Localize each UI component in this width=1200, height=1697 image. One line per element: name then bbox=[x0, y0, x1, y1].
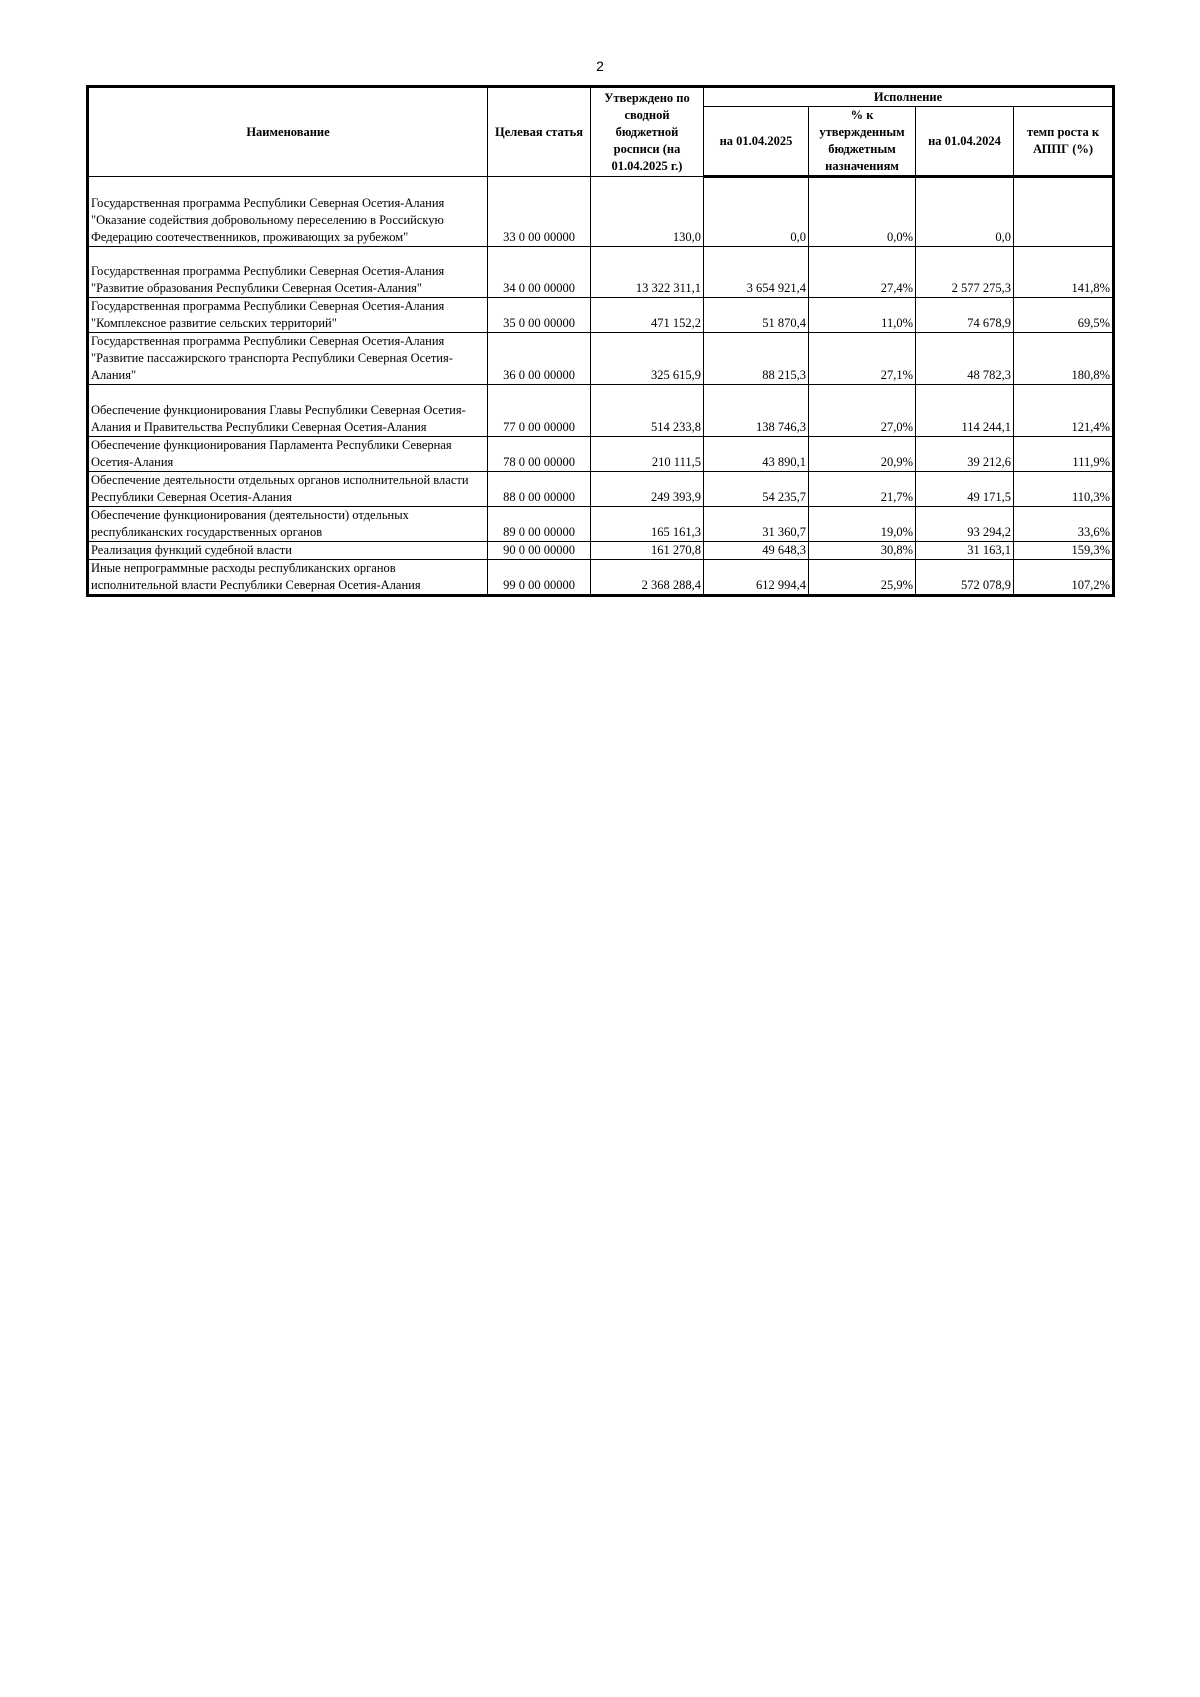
row-approved: 2 368 288,4 bbox=[591, 560, 704, 596]
header-growth: темп роста к АППГ (%) bbox=[1014, 107, 1114, 177]
row-previous: 572 078,9 bbox=[916, 560, 1014, 596]
row-percent: 21,7% bbox=[809, 472, 916, 507]
row-current: 54 235,7 bbox=[704, 472, 809, 507]
table-row bbox=[88, 437, 1114, 472]
row-code: 77 0 00 00000 bbox=[488, 385, 591, 437]
row-current: 138 746,3 bbox=[704, 385, 809, 437]
row-current: 43 890,1 bbox=[704, 437, 809, 472]
row-code: 34 0 00 00000 bbox=[488, 247, 591, 298]
row-name: Иные непрограммные расходы республиканских органов исполнительной власти Республики Северная Осетия-Алания bbox=[88, 560, 488, 596]
row-growth: 141,8% bbox=[1014, 247, 1114, 298]
row-percent: 25,9% bbox=[809, 560, 916, 596]
row-previous: 93 294,2 bbox=[916, 507, 1014, 542]
row-growth: 121,4% bbox=[1014, 385, 1114, 437]
row-previous: 114 244,1 bbox=[916, 385, 1014, 437]
table-row bbox=[88, 472, 1114, 507]
row-name: Обеспечение функционирования Парламента Республики Северная Осетия-Алания bbox=[88, 437, 488, 472]
header-percent: % к утвержденным бюджетным назначениям bbox=[809, 107, 916, 177]
row-percent: 20,9% bbox=[809, 437, 916, 472]
row-approved: 249 393,9 bbox=[591, 472, 704, 507]
header-current: на 01.04.2025 bbox=[704, 107, 809, 177]
header-execution: Исполнение bbox=[704, 87, 1114, 107]
row-percent: 19,0% bbox=[809, 507, 916, 542]
row-previous: 2 577 275,3 bbox=[916, 247, 1014, 298]
row-previous: 48 782,3 bbox=[916, 333, 1014, 385]
row-name: Обеспечение функционирования Главы Республики Северная Осетия-Алания и Правительства Республики Северная Осетия-Алания bbox=[88, 385, 488, 437]
budget-execution-table bbox=[86, 85, 1115, 597]
row-current: 49 648,3 bbox=[704, 542, 809, 560]
row-current: 3 654 921,4 bbox=[704, 247, 809, 298]
row-code: 90 0 00 00000 bbox=[488, 542, 591, 560]
page-number: 2 bbox=[596, 58, 604, 74]
header-approved: Утверждено по сводной бюджетной росписи (на 01.04.2025 г.) bbox=[591, 87, 704, 177]
row-growth: 111,9% bbox=[1014, 437, 1114, 472]
row-approved: 161 270,8 bbox=[591, 542, 704, 560]
row-previous: 39 212,6 bbox=[916, 437, 1014, 472]
row-growth: 33,6% bbox=[1014, 507, 1114, 542]
row-code: 99 0 00 00000 bbox=[488, 560, 591, 596]
row-growth: 110,3% bbox=[1014, 472, 1114, 507]
row-approved: 514 233,8 bbox=[591, 385, 704, 437]
row-code: 36 0 00 00000 bbox=[488, 333, 591, 385]
row-percent: 27,4% bbox=[809, 247, 916, 298]
row-name: Государственная программа Республики Северная Осетия-Алания "Развитие образования Республики Северная Осетия-Алания" bbox=[88, 247, 488, 298]
table-row bbox=[88, 542, 1114, 560]
row-previous: 0,0 bbox=[916, 177, 1014, 247]
row-approved: 130,0 bbox=[591, 177, 704, 247]
table-row bbox=[88, 247, 1114, 298]
header-previous: на 01.04.2024 bbox=[916, 107, 1014, 177]
row-name: Реализация функций судебной власти bbox=[88, 542, 488, 560]
row-approved: 325 615,9 bbox=[591, 333, 704, 385]
row-percent: 27,1% bbox=[809, 333, 916, 385]
row-percent: 27,0% bbox=[809, 385, 916, 437]
row-growth bbox=[1014, 177, 1114, 247]
row-current: 0,0 bbox=[704, 177, 809, 247]
row-percent: 0,0% bbox=[809, 177, 916, 247]
header-code: Целевая статья bbox=[488, 87, 591, 177]
row-growth: 107,2% bbox=[1014, 560, 1114, 596]
row-code: 35 0 00 00000 bbox=[488, 298, 591, 333]
table-row bbox=[88, 507, 1114, 542]
row-name: Государственная программа Республики Северная Осетия-Алания "Развитие пассажирского транспорта Республики Северная Осетия-Алания" bbox=[88, 333, 488, 385]
table-row bbox=[88, 333, 1114, 385]
header-name: Наименование bbox=[88, 87, 488, 177]
row-approved: 165 161,3 bbox=[591, 507, 704, 542]
row-current: 612 994,4 bbox=[704, 560, 809, 596]
row-code: 88 0 00 00000 bbox=[488, 472, 591, 507]
row-approved: 471 152,2 bbox=[591, 298, 704, 333]
row-current: 31 360,7 bbox=[704, 507, 809, 542]
row-name: Государственная программа Республики Северная Осетия-Алания "Комплексное развитие сельских территорий" bbox=[88, 298, 488, 333]
row-percent: 30,8% bbox=[809, 542, 916, 560]
row-code: 33 0 00 00000 bbox=[488, 177, 591, 247]
row-growth: 69,5% bbox=[1014, 298, 1114, 333]
row-current: 51 870,4 bbox=[704, 298, 809, 333]
table-row bbox=[88, 177, 1114, 247]
table-body bbox=[88, 177, 1114, 596]
table-row bbox=[88, 560, 1114, 596]
row-approved: 13 322 311,1 bbox=[591, 247, 704, 298]
row-name: Государственная программа Республики Северная Осетия-Алания "Оказание содействия добровольному переселению в Российскую Федерацию соотечественников, проживающих за рубежом" bbox=[88, 177, 488, 247]
row-previous: 74 678,9 bbox=[916, 298, 1014, 333]
row-previous: 49 171,5 bbox=[916, 472, 1014, 507]
row-approved: 210 111,5 bbox=[591, 437, 704, 472]
row-code: 89 0 00 00000 bbox=[488, 507, 591, 542]
row-name: Обеспечение функционирования (деятельности) отдельных республиканских государственных органов bbox=[88, 507, 488, 542]
table-header bbox=[88, 87, 1114, 177]
table-row bbox=[88, 298, 1114, 333]
row-previous: 31 163,1 bbox=[916, 542, 1014, 560]
row-growth: 180,8% bbox=[1014, 333, 1114, 385]
row-name: Обеспечение деятельности отдельных органов исполнительной власти Республики Северная Осетия-Алания bbox=[88, 472, 488, 507]
row-current: 88 215,3 bbox=[704, 333, 809, 385]
row-percent: 11,0% bbox=[809, 298, 916, 333]
table-row bbox=[88, 385, 1114, 437]
row-code: 78 0 00 00000 bbox=[488, 437, 591, 472]
row-growth: 159,3% bbox=[1014, 542, 1114, 560]
